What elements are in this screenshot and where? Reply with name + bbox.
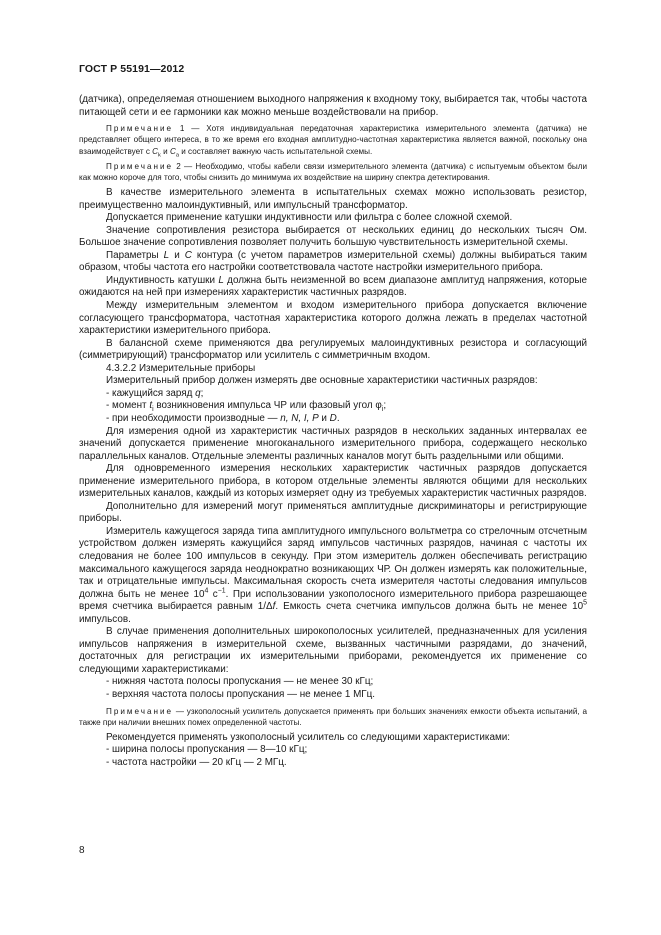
text: - при необходимости производные — [106, 412, 281, 424]
paragraph: Для одновременного измерения нескольких характеристик частичных разрядов допускается применение измерительного прибора, в котором отдельные элементы являются общими для нескольких измерительных каналов, каждый из которых измеряет одну из требуемых характеристик частичных разрядов. [79, 463, 587, 500]
paragraph: Дополнительно для измерений могут применяться амплитудные дискриминаторы и регистрирующие приборы. [79, 500, 587, 525]
symbol: q [195, 387, 201, 399]
symbol: C [169, 146, 176, 156]
document-body [79, 94, 587, 770]
paragraph: Рекомендуется применять узкополосный усилитель со следующими характеристиками: [106, 731, 511, 743]
list-item [79, 388, 587, 401]
paragraph: В балансной схеме применяются два регулируемых малоиндуктивных резистора и согласующий (симметрирующий) трансформатор или усилитель с симметричным входом. [79, 337, 587, 362]
list-item [79, 413, 587, 426]
list-item [79, 400, 587, 413]
subscript: i [381, 406, 384, 414]
symbol: f [272, 601, 276, 613]
text: Параметры [106, 249, 164, 261]
text: . [336, 412, 340, 424]
subscript: i [152, 406, 154, 414]
document-header: ГОСТ Р 55191—2012 [79, 63, 185, 75]
superscript: −1 [217, 587, 226, 595]
note-label: Примечание [106, 161, 174, 171]
list-item: - ширина полосы пропускания — 8—10 кГц; [106, 744, 308, 756]
text: . При использовании узкополосного измерительного прибора разрешающее время счетчика выбирается равным 1/Δ [79, 588, 587, 613]
text: и [318, 412, 330, 424]
paragraph: Между измерительным элементом и входом измерительного прибора допускается включение согласующего трансформатора, частотная характеристика которого должна лежать в пределах частотной характеристики измерительного прибора. [79, 300, 587, 337]
note-1 [79, 123, 587, 157]
text: Индуктивность катушки [106, 274, 219, 286]
paragraph: В случае применения дополнительных широкополосных усилителей, предназначенных для усиления импульсов напряжения в измерительной схеме, вызванных частичными разрядами, до значений, достаточных для регистрации их измерительными приборами, рекомендуется их применение со следующими характеристиками: [79, 626, 587, 675]
text: Измеритель кажущегося заряда типа амплитудного импульсного вольтметра со стрелочным отсчетным устройством должен измерять кажущийся заряд импульсов частичных разрядов, начиная с частоты их следования не более 100 импульсов в секунду. При этом измеритель должен обеспечивать регистрацию максимального кажущегося заряда неоднократно возникающих ЧР. Он должен измерять как положительные, так и отрицательные импульсы. Максимальная скорость счета измерителя частоты следования импульсов должна быть не менее 10 [79, 525, 587, 600]
paragraph: Измерительный прибор должен измерять две основные характеристики частичных разрядов: [106, 375, 538, 387]
paragraph: Допускается применение катушки индуктивности или фильтра с более сложной схемой. [106, 212, 513, 224]
note-2 [79, 161, 587, 183]
paragraph: (датчика), определяемая отношением выходного напряжения к входному току, выбирается так, чтобы частота питающей сети и ее гармоники как можно меньше воздействовали на прибор. [79, 94, 587, 118]
text: - кажущийся заряд [106, 387, 196, 399]
text: контура (с учетом параметров измерительной схемы) должны выбираться таким образом, чтобы частота его настройки соответствовала частоте настройки измерительного прибора. [79, 249, 587, 274]
text: ; [383, 400, 387, 412]
symbol: n, N, I, P [280, 412, 319, 424]
paragraph: В качестве измерительного элемента в испытательных схемах можно использовать резистор, преимущественно малоиндуктивный, или импульсный трансформатор. [79, 187, 587, 211]
symbol: φ [375, 400, 382, 412]
subscript: k [158, 152, 161, 159]
paragraph [79, 250, 587, 275]
note-text: 1 — Хотя индивидуальная передаточная характеристика измерительного элемента (датчика) не представляет общего интереса, в то же время его входная амплитудно-частотная характеристика является важной, поскольку она взаимодействует с [79, 124, 587, 156]
section-heading: 4.3.2.2 Измерительные приборы [106, 362, 256, 374]
paragraph [79, 275, 587, 300]
symbol: t [149, 400, 153, 412]
text: импульсов. [79, 613, 131, 625]
note-label: Примечание [106, 706, 174, 716]
note-text: — узкополосный усилитель допускается применять при больших значениях емкости объекта испытаний, а также при наличии внешних помех определенной частоты. [79, 706, 587, 727]
note-text: и составляет важную часть испытательной схемы. [179, 146, 373, 156]
superscript: 5 [583, 599, 588, 607]
text: . Емкость счета счетчика импульсов должна быть не менее 10 [275, 601, 584, 613]
note-3 [79, 706, 587, 728]
text: - момент [106, 400, 150, 412]
list-item: - нижняя частота полосы пропускания — не менее 30 кГц; [106, 676, 374, 688]
list-item: - частота настройки — 20 кГц — 2 МГц. [106, 757, 287, 769]
text: ; [200, 387, 204, 399]
list-item: - верхняя частота полосы пропускания — не менее 1 МГц. [106, 688, 376, 700]
note-text: 2 — Необходимо, чтобы кабели связи измерительного элемента (датчика) с испытуемым объектом были как можно короче для того, чтобы снизить до минимума их воздействие на ширину спектра детектирования. [79, 161, 587, 182]
subscript: a [175, 152, 179, 159]
symbol: L [163, 249, 170, 261]
symbol: L [218, 274, 224, 286]
superscript: 4 [204, 587, 209, 595]
paragraph: Значение сопротивления резистора выбирается от нескольких единиц до нескольких тысяч Ом. Большое значение сопротивления позволяет получить большую чувствительность измерительной схемы. [79, 224, 587, 249]
text: возникновения импульса ЧР или фазовый угол [153, 400, 376, 412]
symbol: C [184, 249, 192, 261]
text: и [169, 249, 185, 261]
paragraph [79, 526, 587, 626]
note-label: Примечание [106, 124, 174, 134]
note-text: и [160, 146, 170, 156]
page-number: 8 [79, 845, 85, 856]
text: должна быть неизменной во всем диапазоне амплитуд напряжения, которые ожидаются на ней при измерениях характеристик частичных разрядов. [79, 274, 587, 299]
text: с [208, 588, 218, 600]
paragraph: Для измерения одной из характеристик частичных разрядов в нескольких заданных интервалах ее значений допускается применение многоканального измерительного прибора, содержащего несколько параллельных каналов. Отдельные элементы различных каналов могут быть раздельными или общими. [79, 425, 587, 462]
symbol: C [152, 146, 159, 156]
symbol: D [329, 412, 337, 424]
